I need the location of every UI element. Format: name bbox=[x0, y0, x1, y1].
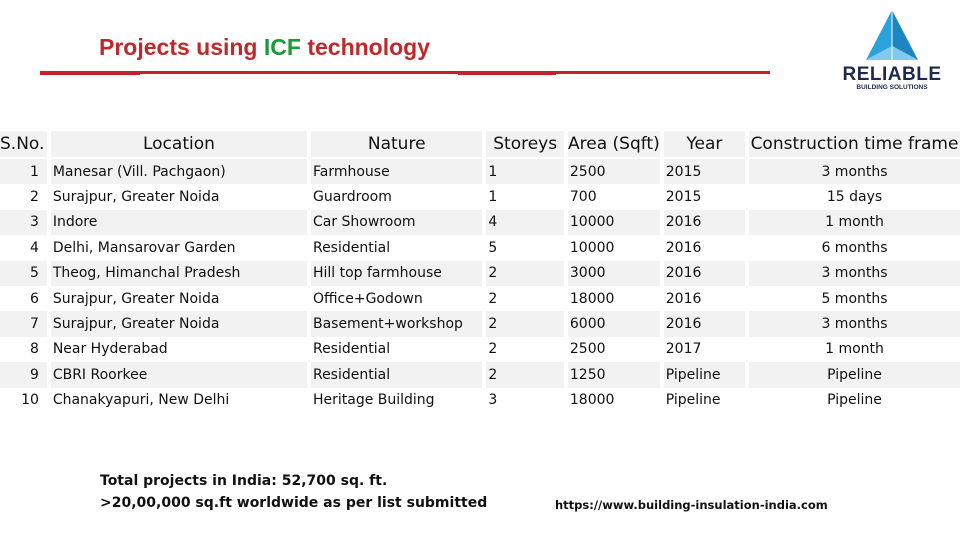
table-row bbox=[0, 235, 960, 260]
slide-title bbox=[99, 34, 430, 61]
cell-area: 2500 bbox=[568, 158, 660, 184]
cell-nature: Heritage Building bbox=[312, 392, 435, 409]
cell-time-frame: 15 days bbox=[826, 189, 883, 206]
cell-sno: 1 bbox=[0, 158, 47, 184]
cell-time-frame: Pipeline bbox=[749, 362, 960, 387]
cell-year: Pipeline bbox=[664, 362, 745, 387]
cell-location: Theog, Himanchal Pradesh bbox=[51, 261, 307, 286]
cell-area: 700 bbox=[569, 189, 597, 206]
cell-sno: 9 bbox=[0, 362, 47, 387]
logo-brand-text: RELIABLE bbox=[842, 64, 942, 85]
cell-area: 10000 bbox=[568, 210, 660, 235]
header-year: Year bbox=[664, 131, 745, 158]
cell-time-frame: 5 months bbox=[821, 290, 888, 307]
projects-table bbox=[0, 131, 960, 413]
cell-year: 2017 bbox=[665, 341, 702, 358]
cell-time-frame: 3 months bbox=[749, 311, 960, 336]
table-row bbox=[0, 286, 960, 311]
cell-year: 2016 bbox=[664, 261, 745, 286]
cell-sno: 4 bbox=[30, 239, 39, 256]
cell-storeys: 2 bbox=[486, 311, 564, 336]
cell-year: 2016 bbox=[664, 210, 745, 235]
table-row bbox=[0, 388, 960, 413]
cell-sno: 6 bbox=[30, 290, 39, 307]
website-url: https://www.building-insulation-india.com bbox=[555, 498, 828, 512]
title-prefix: Projects using bbox=[99, 34, 264, 60]
cell-storeys: 2 bbox=[486, 261, 564, 286]
cell-location: Manesar (Vill. Pachgaon) bbox=[51, 158, 307, 184]
cell-storeys: 2 bbox=[486, 362, 564, 387]
cell-area: 3000 bbox=[568, 261, 660, 286]
cell-storeys: 1 bbox=[488, 189, 498, 206]
table-row bbox=[0, 210, 960, 235]
logo-tagline: BUILDING SOLUTIONS bbox=[856, 84, 928, 91]
cell-time-frame: 3 months bbox=[749, 261, 960, 286]
cell-area: 18000 bbox=[569, 392, 615, 409]
cell-storeys: 2 bbox=[488, 341, 498, 358]
cell-year: 2016 bbox=[665, 239, 702, 256]
totals-india: Total projects in India: 52,700 sq. ft. bbox=[100, 473, 388, 489]
table-header-row bbox=[0, 131, 960, 158]
cell-nature: Basement+workshop bbox=[311, 311, 482, 336]
table-row bbox=[0, 337, 960, 362]
cell-year: Pipeline bbox=[665, 392, 721, 409]
cell-location: Near Hyderabad bbox=[52, 341, 168, 358]
cell-nature: Residential bbox=[312, 239, 391, 256]
cell-location: Surajpur, Greater Noida bbox=[52, 290, 220, 307]
cell-time-frame: Pipeline bbox=[827, 392, 882, 409]
header-storeys: Storeys bbox=[486, 131, 564, 158]
cell-area: 18000 bbox=[569, 290, 615, 307]
totals-note bbox=[100, 470, 487, 514]
cell-year: 2015 bbox=[664, 158, 745, 184]
cell-location: Chanakyapuri, New Delhi bbox=[52, 392, 230, 409]
cell-nature: Guardroom bbox=[312, 189, 392, 206]
cell-location: Indore bbox=[51, 210, 307, 235]
cell-sno: 7 bbox=[0, 311, 47, 336]
cell-location: Surajpur, Greater Noida bbox=[52, 189, 220, 206]
header-nature: Nature bbox=[311, 131, 482, 158]
cell-year: 2015 bbox=[665, 189, 702, 206]
cell-sno: 3 bbox=[0, 210, 47, 235]
cell-sno: 8 bbox=[30, 341, 39, 358]
cell-time-frame: 3 months bbox=[749, 158, 960, 184]
cell-time-frame: 1 month bbox=[825, 341, 884, 358]
cell-nature: Residential bbox=[311, 362, 482, 387]
cell-area: 2500 bbox=[569, 341, 606, 358]
cell-storeys: 3 bbox=[488, 392, 498, 409]
cell-location: Surajpur, Greater Noida bbox=[51, 311, 307, 336]
cell-storeys: 1 bbox=[486, 158, 564, 184]
cell-nature: Hill top farmhouse bbox=[311, 261, 482, 286]
cell-location: Delhi, Mansarovar Garden bbox=[52, 239, 236, 256]
table-row bbox=[0, 311, 960, 336]
cell-storeys: 2 bbox=[488, 290, 498, 307]
cell-location: CBRI Roorkee bbox=[51, 362, 307, 387]
cell-sno: 10 bbox=[21, 392, 39, 409]
title-accent: ICF bbox=[263, 34, 301, 60]
cell-nature: Office+Godown bbox=[312, 290, 423, 307]
cell-year: 2016 bbox=[664, 311, 745, 336]
cell-sno: 5 bbox=[0, 261, 47, 286]
pyramid-logo-icon bbox=[862, 8, 924, 64]
cell-time-frame: 6 months bbox=[821, 239, 888, 256]
table-row bbox=[0, 261, 960, 286]
cell-nature: Residential bbox=[312, 341, 391, 358]
totals-worldwide: >20,00,000 sq.ft worldwide as per list submitted bbox=[100, 495, 488, 511]
table-row bbox=[0, 362, 960, 387]
cell-area: 1250 bbox=[568, 362, 660, 387]
company-logo bbox=[832, 8, 952, 94]
table-row bbox=[0, 184, 960, 209]
cell-storeys: 5 bbox=[488, 239, 498, 256]
title-underline-accent-right bbox=[458, 71, 556, 75]
cell-year: 2016 bbox=[665, 290, 702, 307]
cell-area: 6000 bbox=[568, 311, 660, 336]
header-sno: S.No. bbox=[0, 131, 47, 158]
cell-nature: Car Showroom bbox=[311, 210, 482, 235]
cell-nature: Farmhouse bbox=[311, 158, 482, 184]
title-suffix: technology bbox=[300, 34, 430, 60]
header-area: Area (Sqft) bbox=[568, 131, 660, 158]
cell-area: 10000 bbox=[569, 239, 615, 256]
title-underline-accent-left bbox=[40, 71, 140, 75]
table-row bbox=[0, 158, 960, 184]
cell-sno: 2 bbox=[30, 189, 39, 206]
cell-time-frame: 1 month bbox=[749, 210, 960, 235]
header-location: Location bbox=[51, 131, 307, 158]
title-underline bbox=[40, 71, 770, 74]
header-time-frame: Construction time frame bbox=[749, 131, 960, 158]
cell-storeys: 4 bbox=[486, 210, 564, 235]
